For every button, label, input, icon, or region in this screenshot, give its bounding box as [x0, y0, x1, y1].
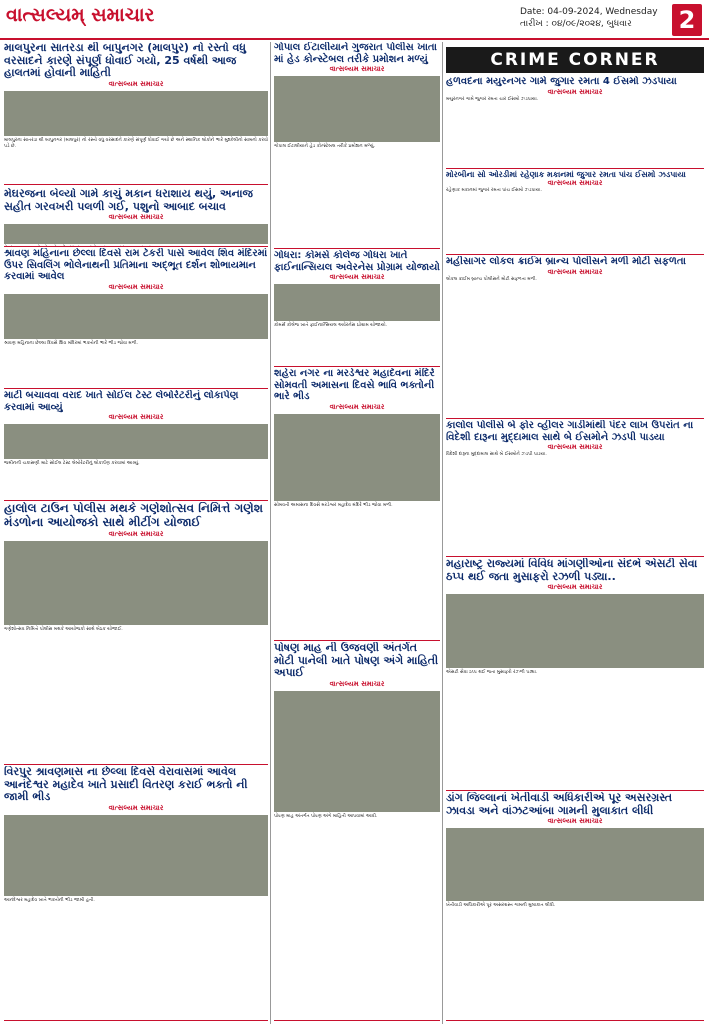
news-article — [446, 792, 704, 1020]
article-body: એસટી સેવા ઠપ્પ થઈ જતા મુસાફરો રઝળી પડ્યા. — [446, 670, 538, 676]
article-headline: ડાંગ જિલ્લાનાં ખેતીવાડી અધિકારીએ પૂર અસરગ્રસ્ત ઝાવડા અને વાંઝટઆંબા ગામની મુલાકાત લીધી — [446, 792, 673, 817]
article-separator — [4, 388, 268, 389]
article-separator — [446, 1020, 704, 1021]
news-article — [4, 766, 268, 1020]
article-separator — [4, 246, 268, 247]
article-photo — [274, 76, 440, 142]
article-separator — [4, 764, 268, 765]
article-body: શ્રાવણ મહિનાના છેલ્લા દિવસે શિવ મંદિરમાં ભક્તોની ભારે ભીડ જોવા મળી. — [4, 340, 139, 346]
article-separator — [4, 184, 268, 185]
article-byline: વાત્સલ્યમ સમાચાર — [329, 679, 385, 688]
page-number: 2 — [672, 4, 702, 36]
article-body: કોમર્સ કોલેજ ખાતે ફાઈનાન્સિયલ અવેરનેસ પ્રોગ્રામ યોજાયો. — [274, 323, 388, 328]
article-headline: શ્રાવણ મહિનાના છેલ્લા દિવસે રામ ટેકરી પાસે આવેલ શિવ મંદિરમાં ઉપર સિવલિંગ ભોલેનાથની પ્રતિમાના અદ્ભૂત દર્શન શોભાયમાન કરવામાં આવેલ — [4, 248, 268, 282]
article-byline: વાત્સલ્યમ સમાચાર — [108, 529, 164, 538]
article-byline: વાત્સલ્યમ સમાચાર — [329, 273, 385, 281]
news-article — [4, 42, 268, 184]
article-body: રહેણાક મકાનમાં જુગાર રમતા પાંચ ઈસમો ઝડપાયા. — [446, 188, 542, 194]
article-separator — [446, 556, 704, 557]
article-photo — [4, 815, 268, 896]
article-separator — [446, 254, 704, 255]
news-article — [446, 420, 704, 556]
article-separator — [274, 1020, 440, 1021]
article-body: માલપુરના સાતરડા થી બાપુનગર (માલપુર) નો રસ્તો વધુ વરસાદને કારણે સંપૂર્ણ ધોવાઈ ગયો છે અને સ્થાનિક લોકોને ભારે મુશ્કેલીનો સામનો કરવો પડે છે. — [4, 137, 268, 149]
article-byline: વાત્સલ્યમ સમાચાર — [108, 803, 164, 812]
news-article — [446, 256, 704, 418]
article-byline: વાત્સલ્યમ સમાચાર — [329, 402, 385, 411]
article-photo — [274, 691, 440, 812]
article-separator — [274, 640, 440, 641]
news-article — [4, 188, 268, 246]
article-photo — [4, 91, 268, 136]
news-article — [274, 250, 440, 366]
article-body: ગણેશોત્સવ નિમિત્તે પોલીસ મથકે આયોજકો સાથે બેઠક યોજાઈ. — [4, 626, 123, 632]
article-body: લોકલ ક્રાઈમ બ્રાન્ચ પોલીસને મોટી સફળતા મળી. — [446, 276, 537, 282]
article-separator — [446, 168, 704, 169]
news-article — [4, 248, 268, 388]
article-byline: વાત્સલ્યમ સમાચાર — [108, 213, 164, 222]
article-photo — [4, 294, 268, 339]
article-byline: વાત્સલ્યમ સમાચાર — [547, 443, 603, 451]
article-headline: વિરપુર શ્રાવણમાસ ના છેલ્લા દિવસે વેરાવાસમાં આવેલ આનંદેશ્વર મહાદેવ ખાતે પ્રસાદી વિતરણ કરાઈ ભક્તો ની જામી ભીડ — [4, 766, 248, 804]
article-byline: વાત્સલ્યમ સમાચાર — [547, 583, 603, 592]
article-body: ગોપાલ ઈટાલીયાને હેડ કોન્સ્ટેબલ તરીકે પ્રમોશન મળ્યું. — [274, 144, 376, 149]
news-article — [274, 642, 440, 1020]
article-separator — [446, 790, 704, 791]
article-body: વિદેશી દારૂના મુદ્દામાલ સાથે બે ઈસમોને ઝડપી પાડયા. — [446, 452, 547, 457]
article-headline: હાલોલ ટાઉન પોલીસ મથકે ગણેશોત્સવ નિમિત્તે ગણેશ મંડળોના આયોજકો સાથે મીટીંગ યોજાઈ — [4, 502, 263, 529]
article-byline: વાત્સલ્યમ સમાચાર — [108, 413, 164, 421]
article-body: પોષણ માહ અંતર્ગત પોષણ અંગે માહિતી આપવામાં આવી. — [274, 813, 378, 819]
article-separator — [4, 1020, 268, 1021]
article-headline: કાલોલ પોલીસે બે ફોર વ્હીલર ગાડીમાંથી પંદર લાખ ઉપરાંત ના વિદેશી દારૂના મુદ્દામાલ સાથે બે ઈસમોને ઝડપી પાડયા — [446, 420, 694, 443]
news-article — [274, 42, 440, 248]
article-headline: મોરબીના સો ઓરડીમાં રહેણાક મકાનમાં જુગાર રમતા પાંચ ઈસમો ઝડપાયા — [446, 170, 686, 179]
article-headline: ગોપાલ ઈટાલીયાને ગુજરાત પોલીસ ખાતા માં હેડ કોન્સ્ટેબલ તરીકે પ્રમોશન મળ્યું — [274, 42, 437, 65]
article-headline: પોષણ માહ ની ઉજવણી અંતર્ગત મોટી પાનેલી ખાતે પોષણ અંગે માહિતી અપાઈ — [274, 642, 439, 680]
newspaper-title: વાત્સલ્યમ્ સમાચાર — [6, 4, 155, 26]
date-gujarati: તારીખ : ૦૪/૦૯/૨૦૨૪, બુધવાર — [520, 19, 632, 29]
article-photo — [274, 414, 440, 501]
column-divider — [442, 42, 443, 1024]
article-byline: વાત્સલ્યમ સમાચાર — [547, 87, 603, 96]
article-headline: હળવદના મયુરનગર ગામે જુગાર રમતા 4 ઈસમો ઝડપાયા — [446, 76, 677, 87]
article-body: મયુરનગર ગામે જુગાર રમતા ચાર ઈસમો ઝડપાયા. — [446, 96, 539, 102]
date-english: Date: 04-09-2024, Wednesday — [520, 7, 658, 17]
article-body: સોમવતી અમાસના દિવસે મરડેશ્વર મહાદેવ મંદિરે ભીડ જોવા મળી. — [274, 502, 393, 508]
news-article — [4, 502, 268, 764]
article-headline: ગોધરા: કોમર્સ કોલેજ ગોધરા ખાતે ફાઈનાન્સિયલ અવેરનેસ પ્રોગ્રામ યોજાયો — [274, 250, 440, 273]
article-separator — [446, 418, 704, 419]
masthead — [0, 0, 709, 40]
article-body: જમીનની ચકાસણી માટે સોઈલ ટેસ્ટ લેબોરેટરીનું લોકાર્પણ કરવામાં આવ્યું. — [4, 461, 140, 466]
article-byline: વાત્સલ્યમ સમાચાર — [329, 65, 385, 73]
article-headline: માટી બચાવવા વરાદ ખાતે સોઈલ ટેસ્ટ લેબોરેટરીનું લોકાર્પણ કરવામાં આવ્યું — [4, 390, 239, 413]
article-separator — [274, 248, 440, 249]
crime-corner-banner: CRIME CORNER — [446, 47, 704, 73]
article-photo — [446, 828, 704, 901]
article-photo — [446, 594, 704, 668]
article-headline: મેઘરજના બેલ્યો ગામે કાચું મકાન ધરાશાય થયું, અનાજ સહીત ગરવખરી પલળી ગઈ, પશુનો આબાદ બચાવ — [4, 188, 253, 213]
article-separator — [4, 500, 268, 501]
article-byline: વાત્સલ્યમ સમાચાર — [108, 79, 164, 88]
article-headline: મહારાષ્ટ્ર રાજ્યમાં વિવિધ માંગણીઓના સંદર્ભે એસટી સેવા ઠપ્પ થઈ જતા મુસાફરો રઝળી પડ્યા.. — [446, 558, 698, 583]
article-byline: વાત્સલ્યમ સમાચાર — [108, 282, 164, 291]
article-photo — [4, 541, 268, 625]
article-body: ખેતીવાડી અધિકારીએ પૂર અસરગ્રસ્ત ગામની મુલાકાત લીધી. — [446, 903, 556, 909]
news-article — [446, 558, 704, 790]
article-headline: માલપુરના સાતરડા થી બાપુનગર (માલપુર) નો રસ્તો વધુ વરસાદને કારણે સંપૂર્ણ ધોવાઈ ગયો, 25 વર્ષથી આજ હાલતમાં હોવાની માહિતી — [4, 42, 247, 80]
news-article — [4, 390, 268, 500]
news-article — [274, 368, 440, 640]
article-byline: વાત્સલ્યમ સમાચાર — [547, 267, 603, 276]
article-photo — [4, 224, 268, 244]
article-photo — [274, 284, 440, 321]
article-byline: વાત્સલ્યમ સમાચાર — [547, 179, 603, 188]
date-line — [520, 6, 658, 30]
article-separator — [274, 366, 440, 367]
article-photo — [4, 424, 268, 459]
news-article — [446, 76, 704, 168]
column-divider — [270, 42, 271, 1024]
article-byline: વાત્સલ્યમ સમાચાર — [547, 817, 603, 826]
article-body: આનંદેશ્વર મહાદેવ ખાતે ભક્તોની ભીડ જામી હતી. — [4, 897, 95, 903]
article-headline: શહેરા નગર ના મરડેશ્વર મહાદેવના મંદિરે સોમવતી અમાસના દિવસે ભાવિ ભક્તોની ભારે ભીડ — [274, 368, 435, 402]
article-headline: મહીસાગર લોકલ ક્રાઈમ બ્રાન્ચ પોલીસને મળી મોટી સફળતા — [446, 256, 686, 267]
news-article — [446, 170, 704, 254]
